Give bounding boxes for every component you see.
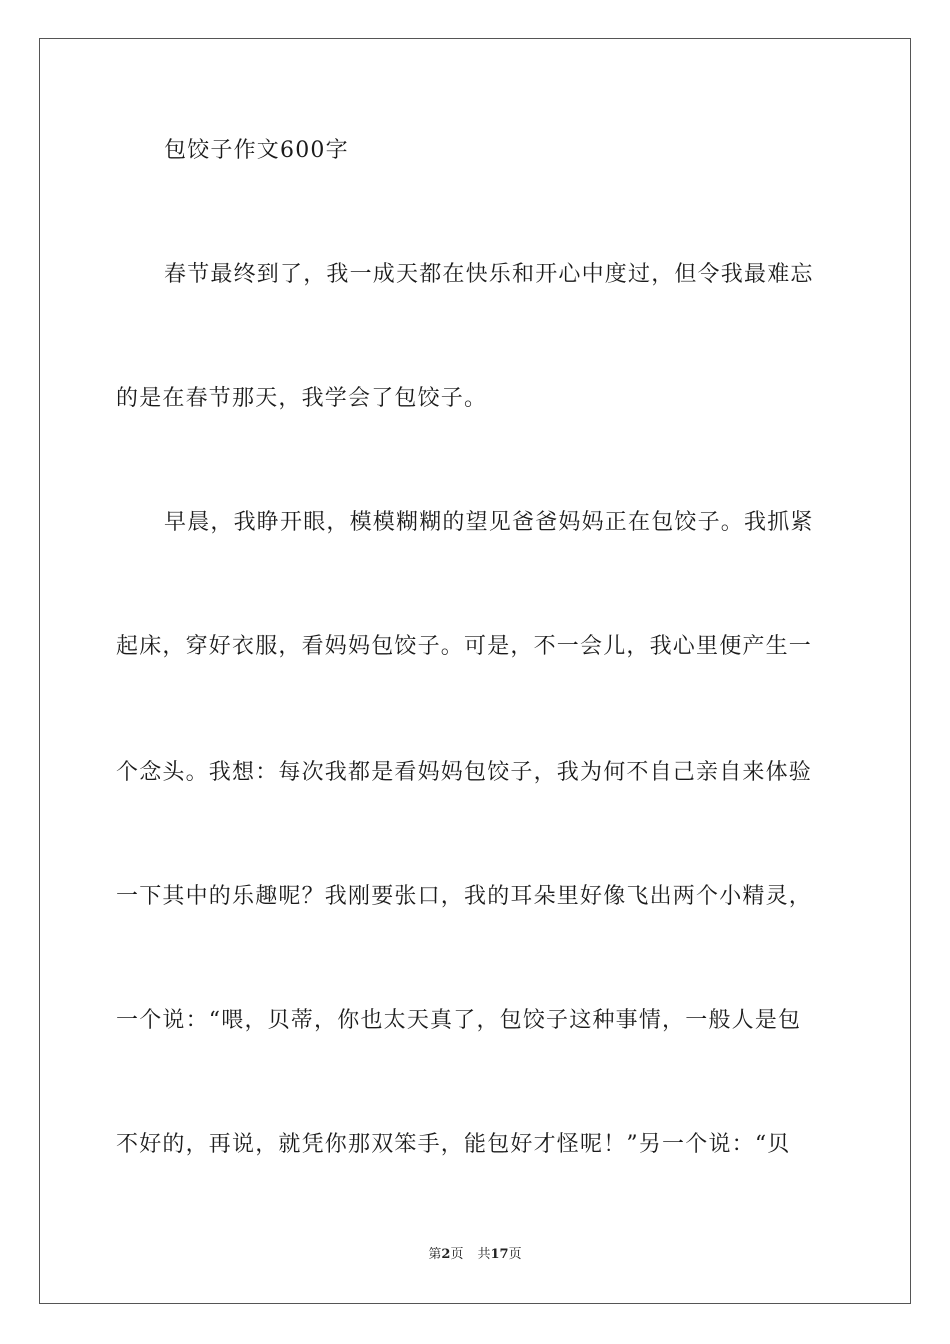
page-suffix: 页 bbox=[450, 1247, 464, 1262]
document-title: 包饺子作文600字 bbox=[164, 138, 349, 163]
paragraph-line: 起床，穿好衣服，看妈妈包饺子。可是，不一会儿，我心里便产生一 bbox=[116, 634, 813, 659]
paragraph-line: 的是在春节那天，我学会了包饺子。 bbox=[116, 386, 488, 411]
page-footer bbox=[0, 1246, 950, 1264]
paragraph-line: 一下其中的乐趣呢？我刚要张口，我的耳朵里好像飞出两个小精灵， bbox=[116, 884, 813, 909]
total-suffix: 页 bbox=[508, 1247, 522, 1262]
total-prefix: 共 bbox=[477, 1247, 491, 1262]
paragraph-line: 春节最终到了，我一成天都在快乐和开心中度过，但令我最难忘 bbox=[164, 262, 814, 287]
page-border bbox=[39, 38, 911, 1304]
page-number: 2 bbox=[441, 1247, 451, 1262]
paragraph-line: 一个说：“喂，贝蒂，你也太天真了，包饺子这种事情，一般人是包 bbox=[116, 1008, 802, 1033]
paragraph-line: 个念头。我想：每次我都是看妈妈包饺子，我为何不自己亲自来体验 bbox=[116, 760, 813, 785]
paragraph-line: 不好的，再说，就凭你那双笨手，能包好才怪呢！”另一个说：“贝 bbox=[116, 1132, 791, 1157]
total-pages: 17 bbox=[490, 1247, 509, 1262]
page-prefix: 第 bbox=[428, 1247, 442, 1262]
paragraph-line: 早晨，我睁开眼，模模糊糊的望见爸爸妈妈正在包饺子。我抓紧 bbox=[164, 510, 814, 535]
